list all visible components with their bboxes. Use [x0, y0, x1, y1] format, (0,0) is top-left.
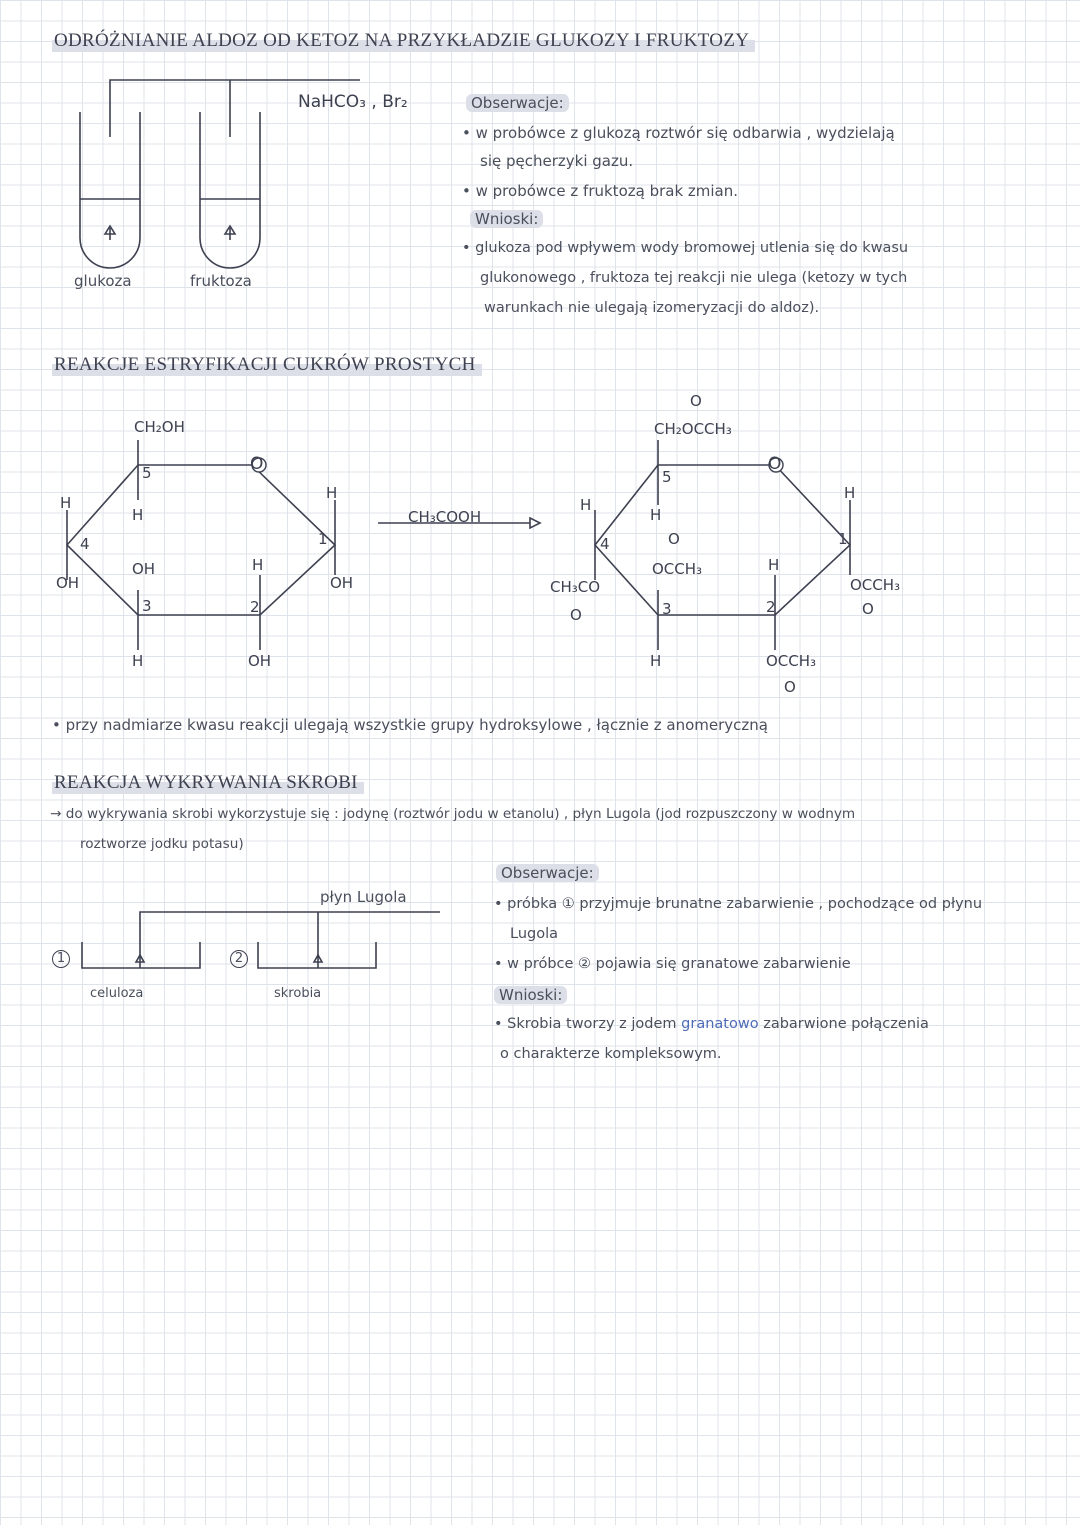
section-heading-esterification: REAKCJE ESTRYFIKACJI CUKRÓW PROSTYCH [52, 354, 482, 376]
label-h2-r: H [768, 556, 780, 574]
observation-2: • w probówce z fruktozą brak zmian. [462, 182, 739, 200]
conclusions-title-3: Wnioski: [494, 986, 567, 1004]
starch-conclusion-a-post: zabarwione połączenia [763, 1016, 929, 1032]
starch-observation-2: • w próbce ② pojawia się granatowe zabarwienie [494, 956, 851, 972]
heat-arrow-2 [225, 226, 235, 240]
section-heading-starch: REAKCJA WYKRYWANIA SKROBI [52, 772, 364, 794]
label-o3: O [668, 530, 680, 548]
carbon-number-1: 1 [318, 530, 328, 548]
label-carbonyl-o-top: O [690, 392, 702, 410]
vessel-label-cellulose: celuloza [90, 986, 144, 1001]
starch-observation-1a: • próbka ① przyjmuje brunatne zabarwienie , pochodzące od płynu [494, 896, 983, 912]
label-ch3co: CH₃CO [550, 578, 601, 596]
label-h4-r: H [580, 496, 592, 514]
observations-title-1: Obserwacje: [466, 94, 569, 112]
sample-number-1: 1 [52, 950, 70, 968]
label-o1: O [862, 600, 874, 618]
acetylated-ring [595, 465, 850, 615]
carbon-number-3-r: 3 [662, 600, 672, 618]
carbon-number-5-r: 5 [662, 468, 672, 486]
conclusion-c: warunkach nie ulegają izomeryzacji do aldoz). [484, 300, 820, 316]
starch-observation-1b: Lugola [510, 926, 559, 942]
label-oh4: OH [56, 574, 80, 592]
observation-1a: • w probówce z glukozą roztwór się odbarwia , wydzielają [462, 124, 895, 142]
label-oh2: OH [248, 652, 272, 670]
label-ch2-acetyl: CH₂OCCH₃ [654, 420, 732, 438]
ring-oxygen-left: O [250, 454, 264, 474]
carbon-number-2-r: 2 [766, 598, 776, 616]
carbon-number-4: 4 [80, 535, 90, 553]
label-h5: H [132, 506, 144, 524]
carbon-number-1-r: 1 [838, 530, 848, 548]
label-h3-r: H [650, 652, 662, 670]
label-h1-r: H [844, 484, 856, 502]
label-o4: O [570, 606, 582, 624]
ring-oxygen-right: O [768, 454, 782, 474]
label-h5-r: H [650, 506, 662, 524]
sample-number-2: 2 [230, 950, 248, 968]
section-heading-aldoses: ODRÓŻNIANIE ALDOZ OD KETOZ NA PRZYKŁADZIE GLUKOZY I FRUKTOZY [52, 30, 755, 52]
starch-conclusion-a-pre: • Skrobia tworzy z jodem [494, 1016, 677, 1032]
reagents-label: NaHCO₃ , Br₂ [298, 92, 408, 112]
esterification-note: • przy nadmiarze kwasu reakcji ulegają wszystkie grupy hydroksylowe , łącznie z anomeryczną [52, 716, 768, 734]
label-h1: H [326, 484, 338, 502]
label-h3: H [132, 652, 144, 670]
vessel-cellulose [82, 942, 200, 968]
starch-conclusion-b: o charakterze kompleksowym. [500, 1046, 722, 1062]
starch-conclusion-accent: granatowo [681, 1016, 759, 1032]
carbon-number-2: 2 [250, 598, 260, 616]
observations-title-3: Obserwacje: [496, 864, 599, 882]
label-ch2oh: CH₂OH [134, 418, 185, 436]
glucose-ring [67, 465, 338, 615]
label-occh3-3: OCCH₃ [652, 560, 703, 578]
carbon-number-3: 3 [142, 597, 152, 615]
label-oh1: OH [330, 574, 354, 592]
starch-intro-b: roztworze jodku potasu) [80, 836, 244, 852]
label-h2: H [252, 556, 264, 574]
carbon-number-4-r: 4 [600, 535, 610, 553]
observation-1b: się pęcherzyki gazu. [480, 152, 634, 170]
lugol-label: płyn Lugola [320, 888, 407, 906]
label-occh3-1: OCCH₃ [850, 576, 901, 594]
conclusion-b: glukonowego , fruktoza tej reakcji nie ulega (ketozy w tych [480, 270, 908, 286]
vessel-label-starch: skrobia [274, 986, 322, 1001]
label-occh3-2: OCCH₃ [766, 652, 817, 670]
vessel-starch [258, 942, 376, 968]
heat-arrow-1 [105, 226, 115, 240]
label-o2: O [784, 678, 796, 696]
tube-label-fructose: fruktoza [190, 272, 252, 290]
label-h4: H [60, 494, 72, 512]
starch-intro-a: → do wykrywania skrobi wykorzystuje się : jodynę (roztwór jodu w etanolu) , płyn Lugola (jod rozpuszczony w wodnym [50, 806, 856, 822]
conclusions-title-1: Wnioski: [470, 210, 543, 228]
starch-conclusion-a [494, 1016, 929, 1032]
conclusion-a: • glukoza pod wpływem wody bromowej utlenia się do kwasu [462, 240, 909, 256]
reaction-reagent: CH₃COOH [408, 508, 482, 526]
tube-label-glucose: glukoza [74, 272, 132, 290]
reagent-bracket-lugol [140, 912, 440, 958]
label-oh3: OH [132, 560, 156, 578]
carbon-number-5: 5 [142, 464, 152, 482]
